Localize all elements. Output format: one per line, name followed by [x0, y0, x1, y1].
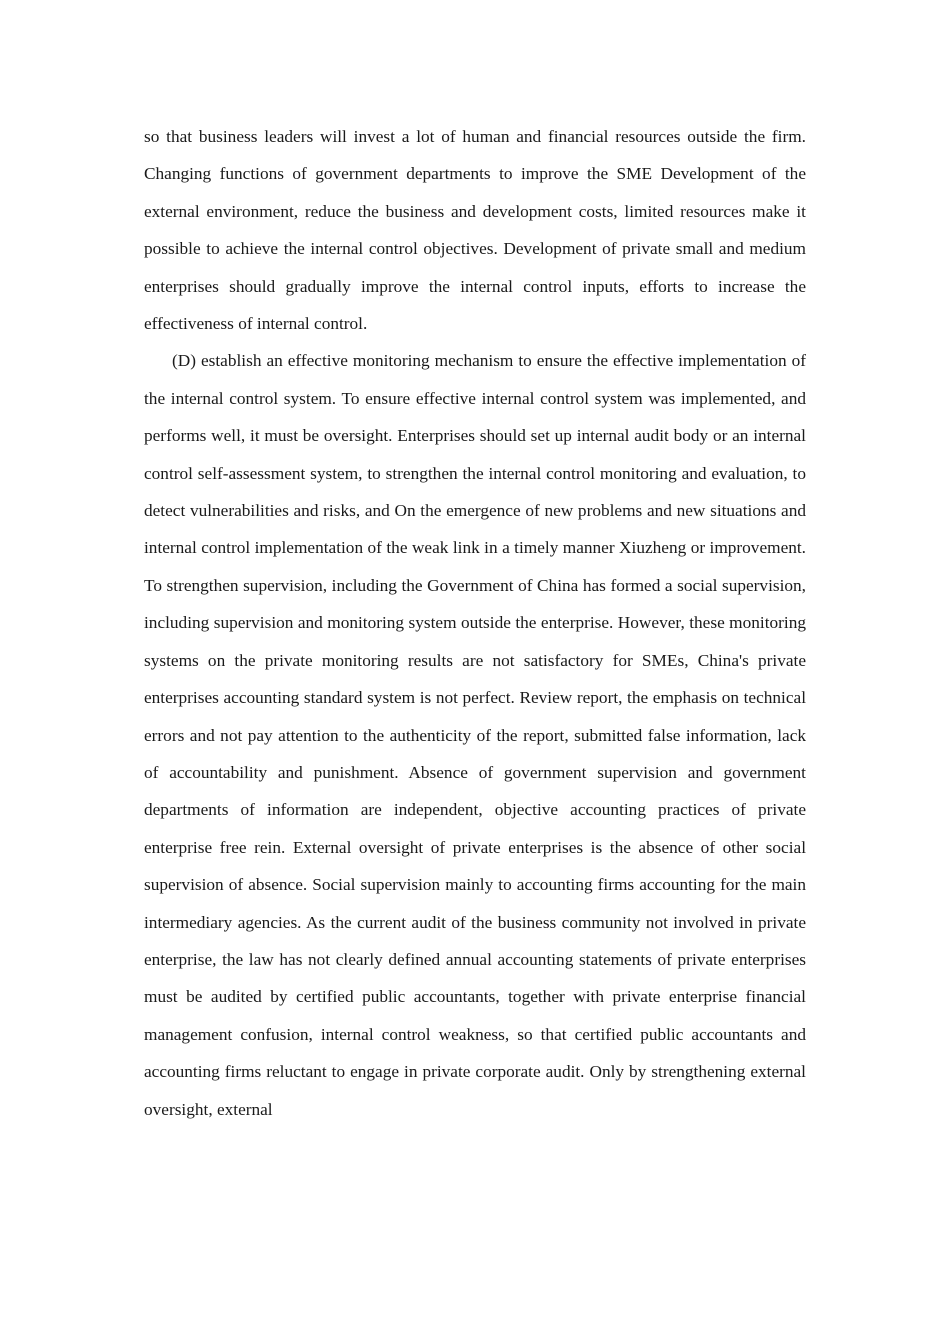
paragraph-section-d: (D) establish an effective monitoring mechanism to ensure the effective implementation of the internal control system. To ensure effective internal control system was implemented, and performs well, it must be oversight. Enterprises should set up internal audit body or an internal control self-assessment system, to strengthen the internal control monitoring and evaluation, to detect vulnerabilities and risks, and On the emergence of new problems and new situations and internal control implementation of the weak link in a timely manner Xiuzheng or improvement. To strengthen supervision, including the Government of China has formed a social supervision, including supervision and monitoring system outside the enterprise. However, these monitoring systems on the private monitoring results are not satisfactory for SMEs, China's private enterprises accounting standard system is not perfect. Review report, the emphasis on technical errors and not pay attention to the authenticity of the report, submitted false information, lack of accountability and punishment. Absence of government supervision and government departments of information are independent, objective accounting practices of private enterprise free rein. External oversight of private enterprises is the absence of other social supervision of absence. Social supervision mainly to accounting firms accounting for the main intermediary agencies. As the current audit of the business community not involved in private enterprise, the law has not clearly defined annual accounting statements of private enterprises must be audited by certified public accountants, together with private enterprise financial management confusion, internal control weakness, so that certified public accountants and accounting firms reluctant to engage in private corporate audit. Only by strengthening external oversight, external: [144, 351, 806, 1119]
paragraph-continuation: so that business leaders will invest a lot of human and financial resources outside the firm. Changing functions of government departments to improve the SME Development of the external environment, reduce the business and development costs, limited resources make it possible to achieve the internal control objectives. Development of private small and medium enterprises should gradually improve the internal control inputs, efforts to increase the effectiveness of internal control.: [144, 127, 806, 334]
body-text: [144, 118, 806, 1128]
